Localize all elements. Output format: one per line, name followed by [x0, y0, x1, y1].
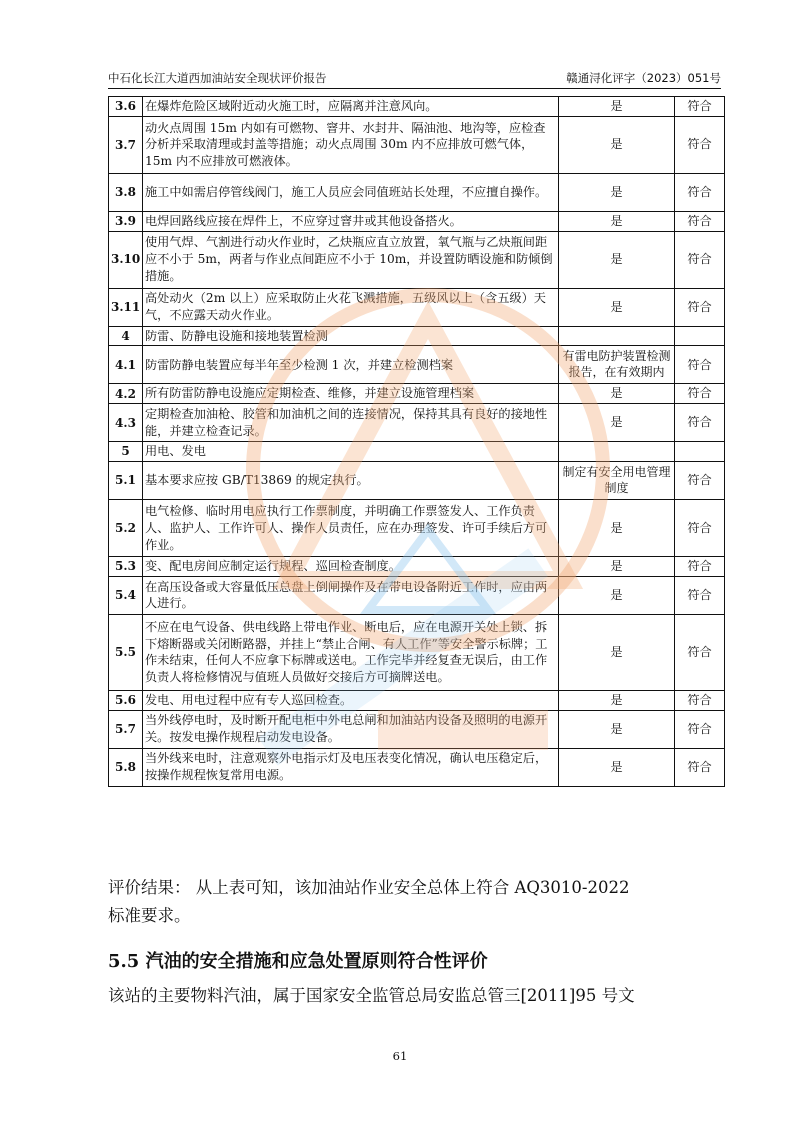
row-requirement: 防雷、防静电设施和接地装置检测: [143, 326, 559, 346]
row-requirement: 定期检查加油枪、胶管和加油机之间的连接情况，保持其具有良好的接地性能，并建立检查记录。: [143, 404, 559, 442]
row-conformity: 符合: [675, 748, 725, 786]
row-conformity: [675, 442, 725, 462]
row-requirement: 用电、发电: [143, 442, 559, 462]
header-rule: [108, 88, 721, 89]
row-conformity: [675, 326, 725, 346]
row-number: 5.2: [109, 500, 143, 557]
table-row: [109, 231, 725, 288]
row-result: 有雷电防护装置检测报告，在有效期内: [559, 346, 675, 384]
row-number: 3.11: [109, 288, 143, 326]
table-row: [109, 576, 725, 614]
row-conformity: 符合: [675, 346, 725, 384]
row-result: 是: [559, 384, 675, 404]
row-number: 5.7: [109, 710, 143, 748]
row-conformity: 符合: [675, 404, 725, 442]
row-conformity: 符合: [675, 614, 725, 690]
row-number: 5.6: [109, 690, 143, 710]
row-requirement: 高处动火（2m 以上）应采取防止火花飞溅措施，五级风以上（含五级）天气，不应露天动火作业。: [143, 288, 559, 326]
header-report-number: 赣通浔化评字（2023）051号: [566, 71, 721, 85]
row-requirement: 不应在电气设备、供电线路上带电作业、断电后，应在电源开关处上锁、拆下熔断器或关闭断路器，并挂上“禁止合闸、有人工作”等安全警示标牌；工作未结束，任何人不应拿下标牌或送电。工作完毕并经复查无误后，由工作负责人将检修情况与值班人员做好交接后方可摘牌送电。: [143, 614, 559, 690]
row-requirement: 在高压设备或大容量低压总盘上倒闸操作及在带电设备附近工作时，应由两人进行。: [143, 576, 559, 614]
row-result: 是: [559, 690, 675, 710]
evaluation-line-2: 标准要求。: [108, 906, 191, 925]
row-result: 是: [559, 614, 675, 690]
table-row: [109, 288, 725, 326]
row-number: 5.1: [109, 462, 143, 500]
table-row: [109, 462, 725, 500]
row-requirement: 电焊回路线应接在焊件上，不应穿过窨井或其他设备搭火。: [143, 211, 559, 231]
page-header: [108, 70, 721, 88]
row-number: 4.3: [109, 404, 143, 442]
row-requirement: 动火点周围 15m 内如有可燃物、窨井、水封井、隔油池、地沟等，应检查分析并采取清理或封盖等措施；动火点周围 30m 内不应排放可燃气体，15m 内不应排放可燃液体。: [143, 116, 559, 173]
row-requirement: 电气检修、临时用电应执行工作票制度，并明确工作票签发人、工作负责人、监护人、工作许可人、操作人员责任，应在办理签发、许可手续后方可作业。: [143, 500, 559, 557]
row-result: [559, 326, 675, 346]
row-requirement: 发电、用电过程中应有专人巡回检查。: [143, 690, 559, 710]
table-row: [109, 500, 725, 557]
row-requirement: 基本要求应按 GB/T13869 的规定执行。: [143, 462, 559, 500]
table-row: [109, 326, 725, 346]
row-conformity: 符合: [675, 231, 725, 288]
row-conformity: 符合: [675, 116, 725, 173]
table-row: [109, 211, 725, 231]
table-row: [109, 614, 725, 690]
row-result: 是: [559, 173, 675, 211]
row-result: 是: [559, 557, 675, 577]
table-row: [109, 173, 725, 211]
row-requirement: 施工中如需启停管线阀门，施工人员应会同值班站长处理，不应擅自操作。: [143, 173, 559, 211]
table-row: [109, 97, 725, 117]
row-number: 3.10: [109, 231, 143, 288]
row-number: 5.3: [109, 557, 143, 577]
table-row: [109, 116, 725, 173]
row-requirement: 所有防雷防静电设施应定期检查、维修，并建立设施管理档案: [143, 384, 559, 404]
row-requirement: 当外线来电时，注意观察外电指示灯及电压表变化情况，确认电压稳定后，按操作规程恢复常用电源。: [143, 748, 559, 786]
row-result: 是: [559, 404, 675, 442]
row-requirement: 使用气焊、气割进行动火作业时，乙炔瓶应直立放置，氧气瓶与乙炔瓶间距应不小于 5m，两者与作业点间距应不小于 10m，并设置防晒设施和防倾倒措施。: [143, 231, 559, 288]
row-requirement: 在爆炸危险区域附近动火施工时，应隔离并注意风向。: [143, 97, 559, 117]
table-row: [109, 748, 725, 786]
evaluation-line-1: 评价结果： 从上表可知，该加油站作业安全总体上符合 AQ3010-2022: [108, 878, 630, 897]
row-result: 是: [559, 500, 675, 557]
row-number: 4: [109, 326, 143, 346]
row-result: 是: [559, 116, 675, 173]
page-number: 61: [392, 1049, 408, 1063]
row-conformity: 符合: [675, 384, 725, 404]
row-conformity: 符合: [675, 173, 725, 211]
header-report-title: 中石化长江大道西加油站安全现状评价报告: [108, 71, 327, 85]
row-number: 3.7: [109, 116, 143, 173]
table-row: [109, 384, 725, 404]
row-conformity: 符合: [675, 576, 725, 614]
row-conformity: 符合: [675, 500, 725, 557]
row-number: 5.5: [109, 614, 143, 690]
row-result: 是: [559, 97, 675, 117]
body-paragraph: 该站的主要物料汽油，属于国家安全监管总局安监总管三[2011]95 号文: [108, 986, 635, 1005]
compliance-table: [108, 96, 725, 787]
row-result: 是: [559, 710, 675, 748]
row-result: 是: [559, 288, 675, 326]
row-conformity: 符合: [675, 211, 725, 231]
table-row: [109, 442, 725, 462]
row-number: 3.8: [109, 173, 143, 211]
row-number: 5.8: [109, 748, 143, 786]
row-result: 制定有安全用电管理制度: [559, 462, 675, 500]
row-conformity: 符合: [675, 690, 725, 710]
row-number: 5: [109, 442, 143, 462]
table-row: [109, 346, 725, 384]
row-requirement: 变、配电房间应制定运行规程、巡回检查制度。: [143, 557, 559, 577]
section-heading: 5.5 汽油的安全措施和应急处置原则符合性评价: [108, 951, 488, 972]
table-row: [109, 404, 725, 442]
row-conformity: 符合: [675, 710, 725, 748]
table-row: [109, 557, 725, 577]
row-requirement: 防雷防静电装置应每半年至少检测 1 次，并建立检测档案: [143, 346, 559, 384]
row-conformity: 符合: [675, 288, 725, 326]
row-number: 4.1: [109, 346, 143, 384]
row-conformity: 符合: [675, 557, 725, 577]
row-result: 是: [559, 211, 675, 231]
row-result: 是: [559, 576, 675, 614]
table-row: [109, 710, 725, 748]
row-conformity: 符合: [675, 97, 725, 117]
row-result: 是: [559, 748, 675, 786]
table-row: [109, 690, 725, 710]
row-result: 是: [559, 231, 675, 288]
row-number: 4.2: [109, 384, 143, 404]
row-requirement: 当外线停电时，及时断开配电柜中外电总闸和加油站内设备及照明的电源开关。按发电操作规程启动发电设备。: [143, 710, 559, 748]
row-number: 3.9: [109, 211, 143, 231]
row-conformity: 符合: [675, 462, 725, 500]
row-number: 3.6: [109, 97, 143, 117]
row-result: [559, 442, 675, 462]
row-number: 5.4: [109, 576, 143, 614]
